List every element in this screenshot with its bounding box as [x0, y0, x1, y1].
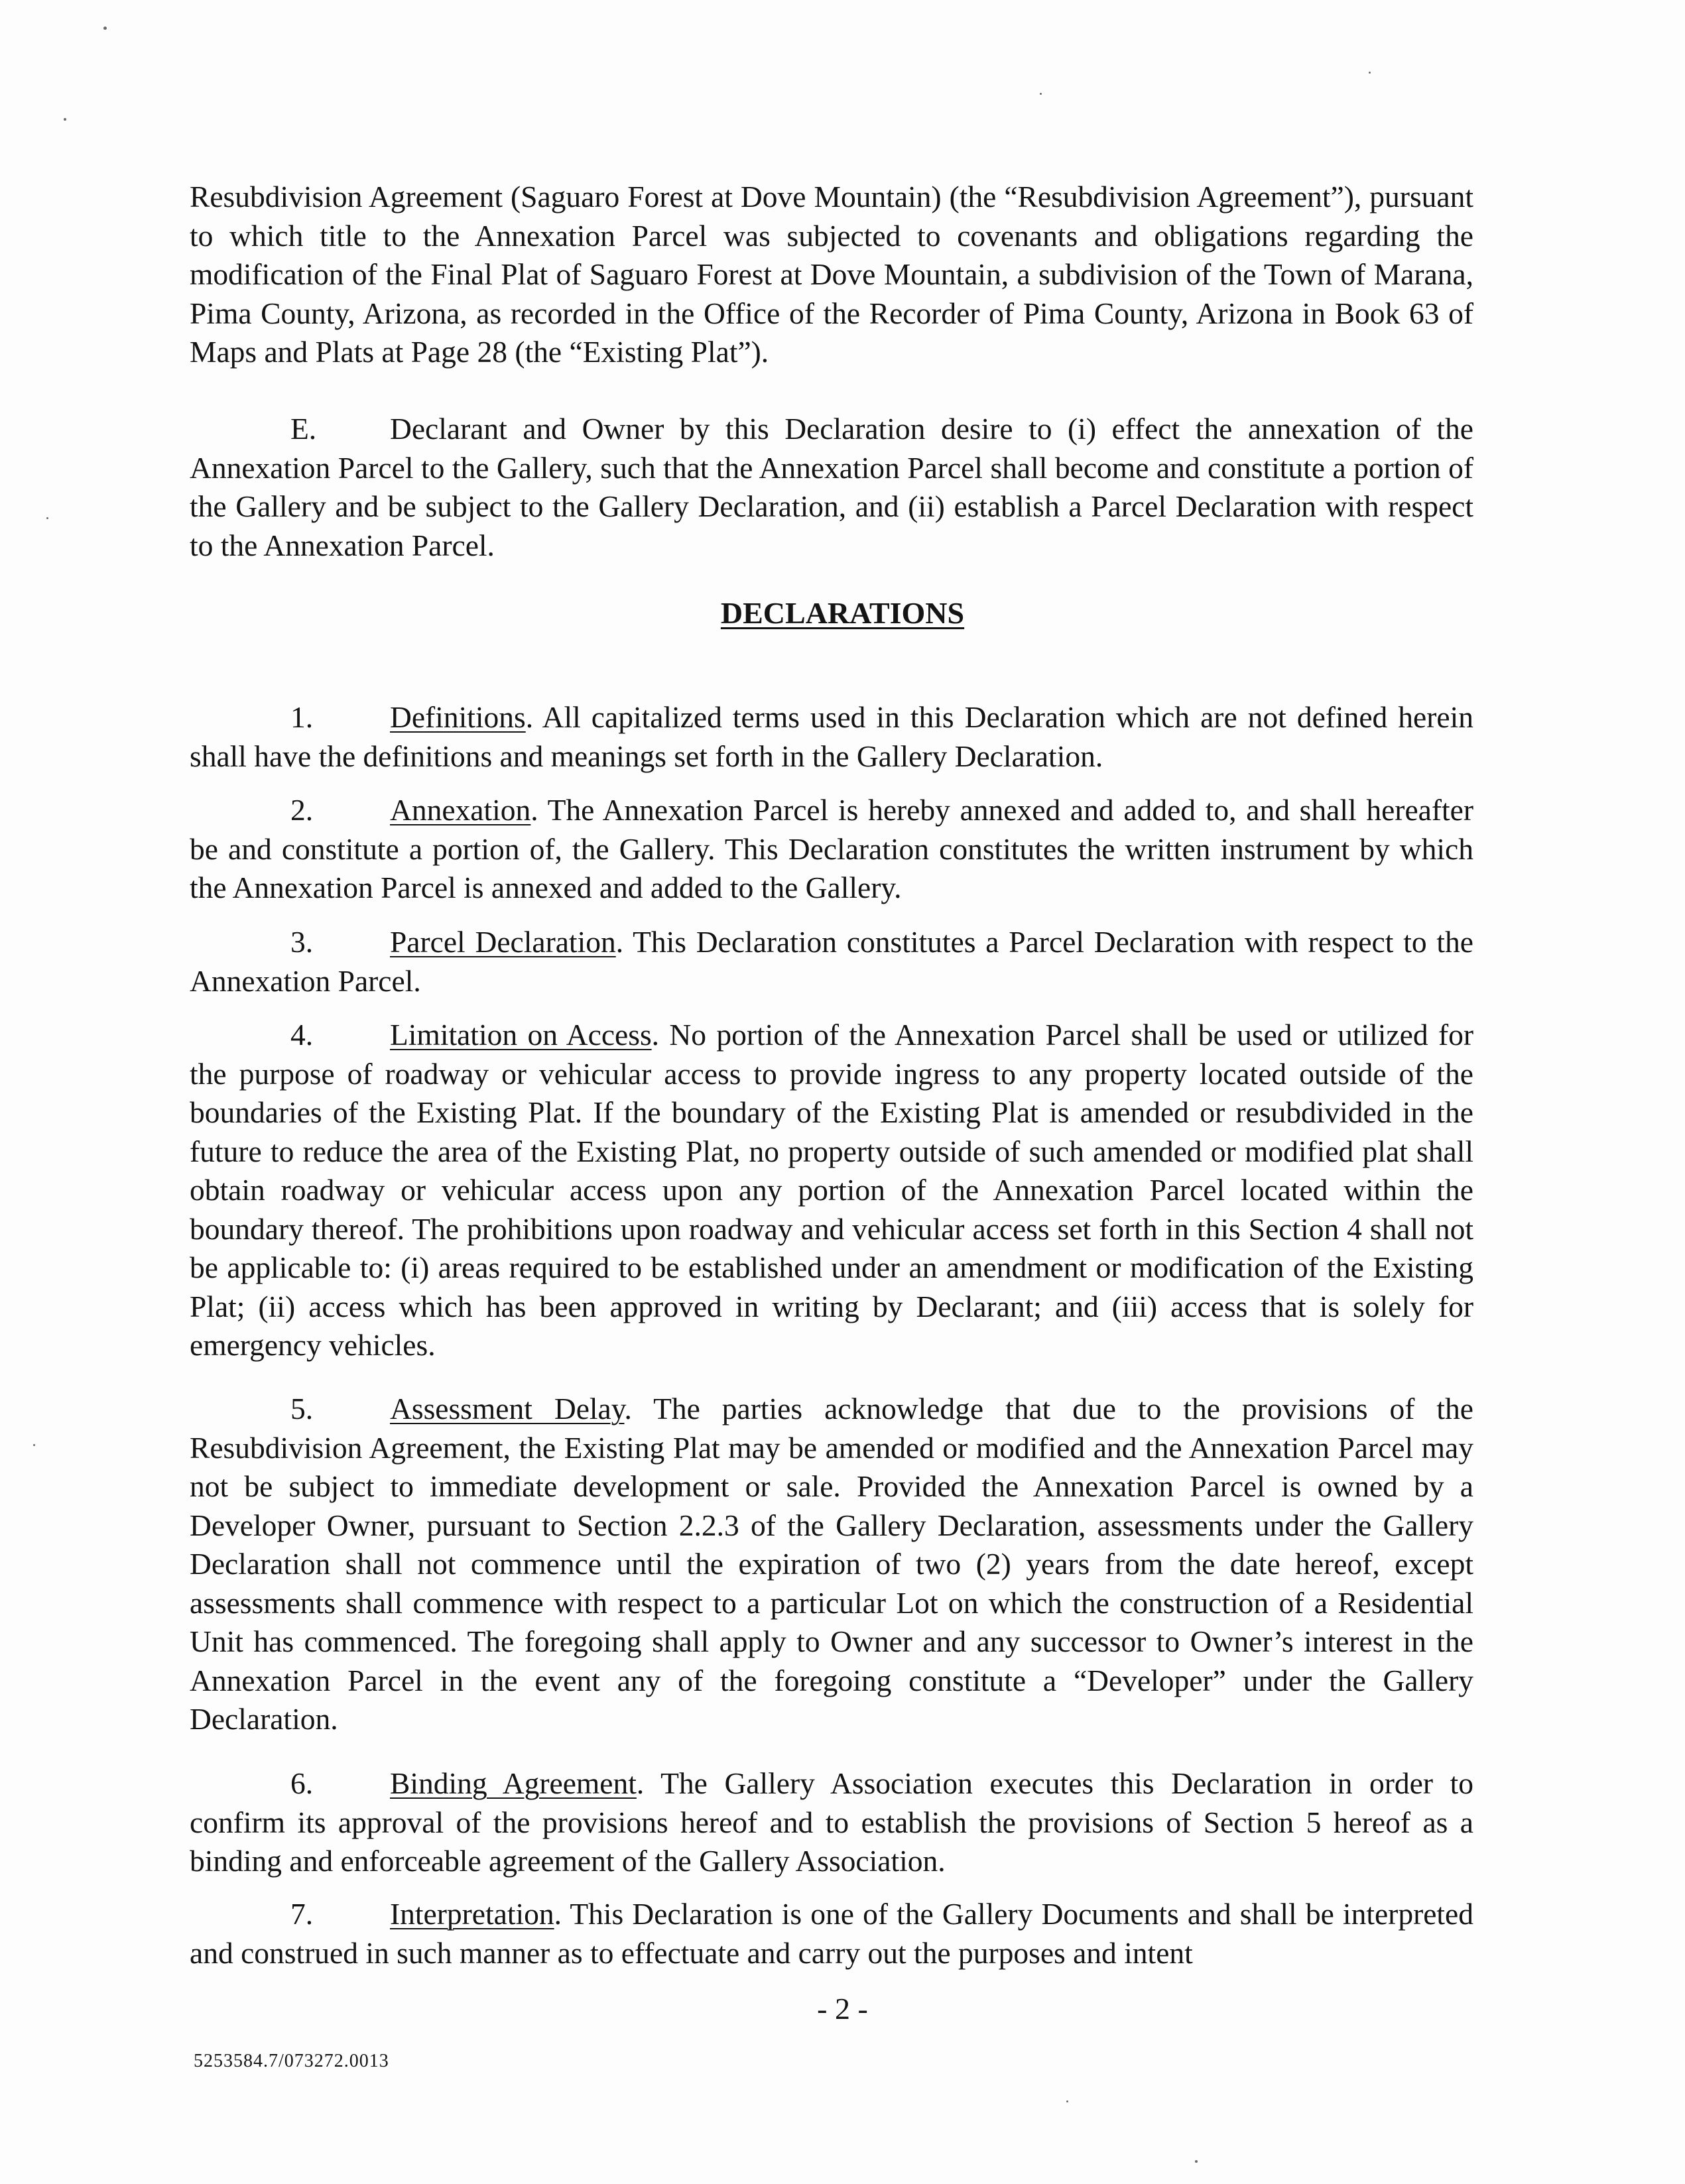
- document-id: 5253584.7/073272.0013: [194, 2051, 389, 2071]
- section-3-parcel-declaration: [190, 923, 1473, 1001]
- section-title: Assessment Delay: [390, 1392, 625, 1426]
- scan-speck: [1040, 93, 1042, 95]
- section-title: Binding Agreement: [390, 1766, 637, 1800]
- scan-speck: [103, 27, 107, 30]
- section-text: . This Declaration constitutes a Parcel Declaration with respect to the Annexation Parcel.: [190, 925, 1473, 998]
- section-number: 2.: [290, 793, 314, 827]
- section-text: . The parties acknowledge that due to the provisions of the Resubdivision Agreement, the Existing Plat may be amended or modified and the Annexation Parcel may not be subject to immediate development or sale. Provided the Annexation Parcel is owned by a Developer Owner, pursuant to Section 2.2.3 of the Gallery Declaration, assessments under the Gallery Declaration shall not commence until the expiration of two (2) years from the date hereof, except assessments shall commence with respect to a particular Lot on which the construction of a Residential Unit has commenced. The foregoing shall apply to Owner and any successor to Owner’s interest in the Annexation Parcel in the event any of the foregoing constitute a “Developer” under the Gallery Declaration.: [190, 1392, 1473, 1736]
- scan-speck: [64, 118, 66, 121]
- section-7-interpretation: [190, 1895, 1473, 1972]
- scan-speck: [1195, 2160, 1198, 2163]
- section-title: Definitions: [390, 700, 526, 734]
- scan-speck: [1369, 72, 1371, 74]
- section-5-assessment-delay: [190, 1390, 1473, 1739]
- section-4-limitation-on-access: [190, 1016, 1473, 1365]
- declarations-heading-text: DECLARATIONS: [720, 596, 965, 630]
- section-number: 7.: [290, 1897, 314, 1931]
- page-number: - 2 -: [817, 1992, 868, 2026]
- section-number: 1.: [290, 700, 314, 734]
- recital-e-paragraph: [190, 410, 1473, 565]
- scan-speck: [1066, 2100, 1068, 2102]
- section-number: 6.: [290, 1766, 314, 1800]
- recital-e-text: Declarant and Owner by this Declaration desire to (i) effect the annexation of the Annexation Parcel to the Gallery, such that the Annexation Parcel shall become and constitute a portion of the Gallery and be subject to the Gallery Declaration, and (ii) establish a Parcel Declaration with respect to the Annexation Parcel.: [190, 412, 1473, 562]
- recital-e-label: E.: [290, 412, 317, 446]
- intro-paragraph-text: Resubdivision Agreement (Saguaro Forest at Dove Mountain) (the “Resubdivision Agreement”), pursuant to which title to the Annexation Parcel was subjected to covenants and obligations regarding the modification of the Final Plat of Saguaro Forest at Dove Mountain, a subdivision of the Town of Marana, Pima County, Arizona, as recorded in the Office of the Recorder of Pima County, Arizona in Book 63 of Maps and Plats at Page 28 (the “Existing Plat”).: [190, 180, 1473, 369]
- section-1-definitions: [190, 698, 1473, 776]
- intro-paragraph: [190, 178, 1473, 372]
- scan-speck: [46, 517, 48, 519]
- section-2-annexation: [190, 791, 1473, 908]
- section-text: . The Gallery Association executes this Declaration in order to confirm its approval of the provisions hereof and to establish the provisions of Section 5 hereof as a binding and enforceable agreement of the Gallery Association.: [190, 1766, 1474, 1878]
- section-text: . The Annexation Parcel is hereby annexed and added to, and shall hereafter be and constitute a portion of, the Gallery. This Declaration constitutes the written instrument by which the Annexation Parcel is annexed and added to the Gallery.: [190, 793, 1473, 904]
- section-number: 3.: [290, 925, 314, 959]
- section-title: Limitation on Access: [390, 1018, 652, 1052]
- section-text: . This Declaration is one of the Gallery Documents and shall be interpreted and construed in such manner as to effectuate and carry out the purposes and intent: [190, 1897, 1473, 1970]
- section-title: Parcel Declaration: [390, 925, 616, 959]
- section-number: 4.: [290, 1018, 314, 1052]
- section-title: Annexation: [390, 793, 531, 827]
- section-text: . No portion of the Annexation Parcel shall be used or utilized for the purpose of roadway or vehicular access to provide ingress to any property located outside of the boundaries of the Existing Plat. If the boundary of the Existing Plat is amended or resubdivided in the future to reduce the area of the Existing Plat, no property outside of such amended or modified plat shall obtain roadway or vehicular access upon any portion of the Annexation Parcel located within the boundary thereof. The prohibitions upon roadway and vehicular access set forth in this Section 4 shall not be applicable to: (i) areas required to be established under an amendment or modification of the Existing Plat; (ii) access which has been approved in writing by Declarant; and (iii) access that is solely for emergency vehicles.: [190, 1018, 1473, 1362]
- scan-speck: [33, 1444, 35, 1446]
- section-number: 5.: [290, 1392, 314, 1426]
- section-text: . All capitalized terms used in this Declaration which are not defined herein shall have the definitions and meanings set forth in the Gallery Declaration.: [190, 700, 1473, 773]
- declarations-heading: [0, 595, 1685, 631]
- section-title: Interpretation: [390, 1897, 554, 1931]
- section-6-binding-agreement: [190, 1764, 1473, 1881]
